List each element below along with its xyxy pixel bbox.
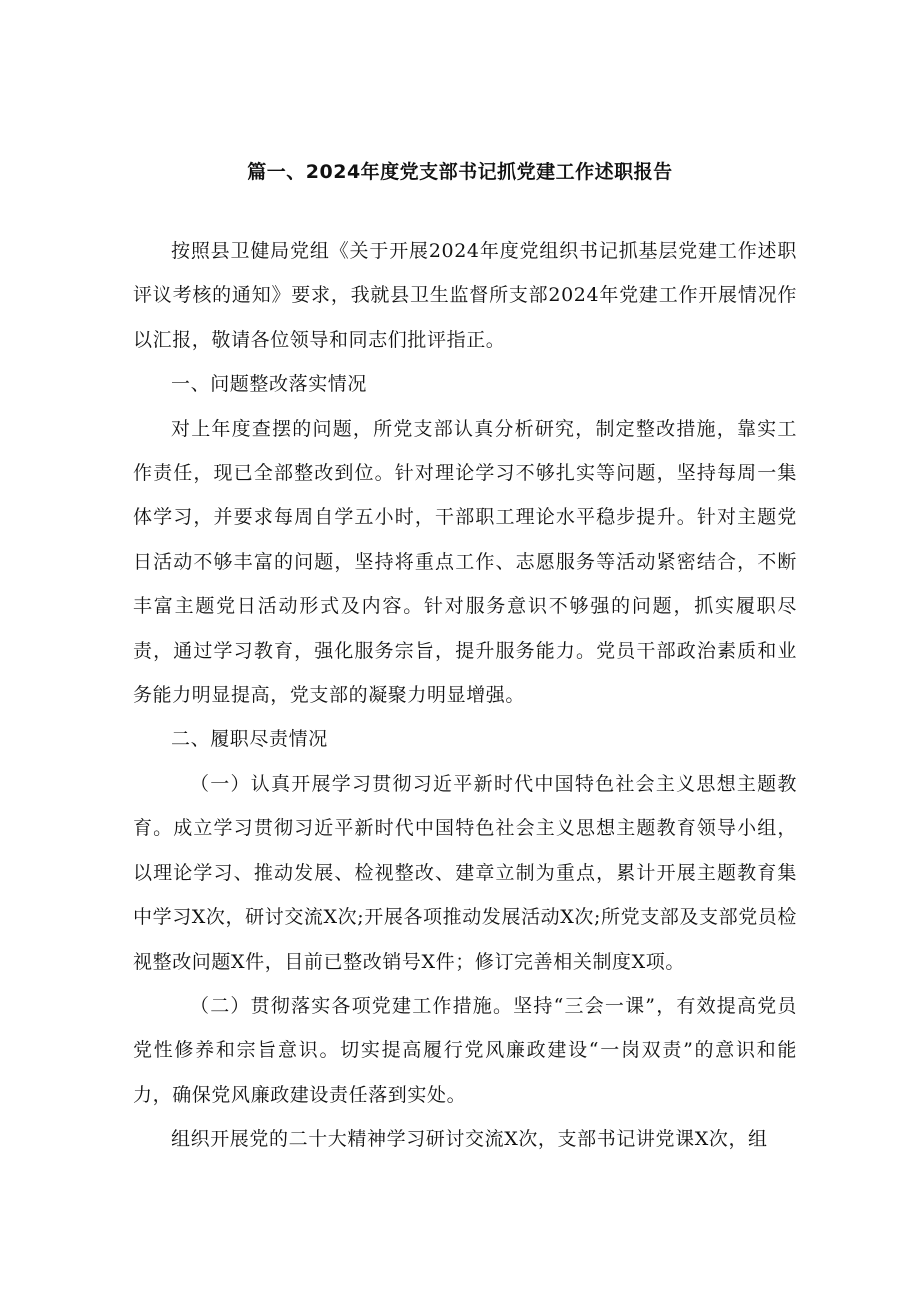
duty-performance-paragraph-2: （二）贯彻落实各项党建工作措施。坚持“三会一课”，有效提高党员党性修养和宗旨意识。切实提高履行党风廉政建设“一岗双责”的意识和能力，确保党风廉政建设责任落到实处。: [133, 994, 797, 1106]
problem-rectification-paragraph: 对上年度查摆的问题，所党支部认真分析研究，制定整改措施，靠实工作责任，现已全部整改到位。针对理论学习不够扎实等问题，坚持每周一集体学习，并要求每周自学五小时，干部职工理论水平稳步提升。针对主题党日活动不够丰富的问题，坚持将重点工作、志愿服务等活动紧密结合，不断丰富主题党日活动形式及内容。针对服务意识不够强的问题，抓实履职尽责，通过学习教育，强化服务宗旨，提升服务能力。党员干部政治素质和业务能力明显提高，党支部的凝聚力明显增强。: [133, 417, 797, 707]
intro-paragraph: 按照县卫健局党组《关于开展2024年度党组织书记抓基层党建工作述职评议考核的通知》要求，我就县卫生监督所支部2024年党建工作开展情况作以汇报，敬请各位领导和同志们批评指正。: [133, 240, 797, 351]
section-heading-duty-performance: 二、履职尽责情况: [171, 728, 328, 751]
duty-performance-paragraph-1: （一）认真开展学习贯彻习近平新时代中国特色社会主义思想主题教育。成立学习贯彻习近平新时代中国特色社会主义思想主题教育领导小组，以理论学习、推动发展、检视整改、建章立制为重点，累计开展主题教育集中学习X次，研讨交流X次;开展各项推动发展活动X次;所党支部及支部党员检视整改问题X件，目前已整改销号X件；修订完善相关制度X项。: [133, 772, 797, 973]
duty-performance-paragraph-3: 组织开展党的二十大精神学习研讨交流X次，支部书记讲党课X次，组: [171, 1128, 768, 1151]
section-heading-problem-rectification: 一、问题整改落实情况: [171, 373, 368, 396]
document-title: 篇一、2024年度党支部书记抓党建工作述职报告: [247, 161, 673, 183]
document-body: [133, 229, 797, 1162]
